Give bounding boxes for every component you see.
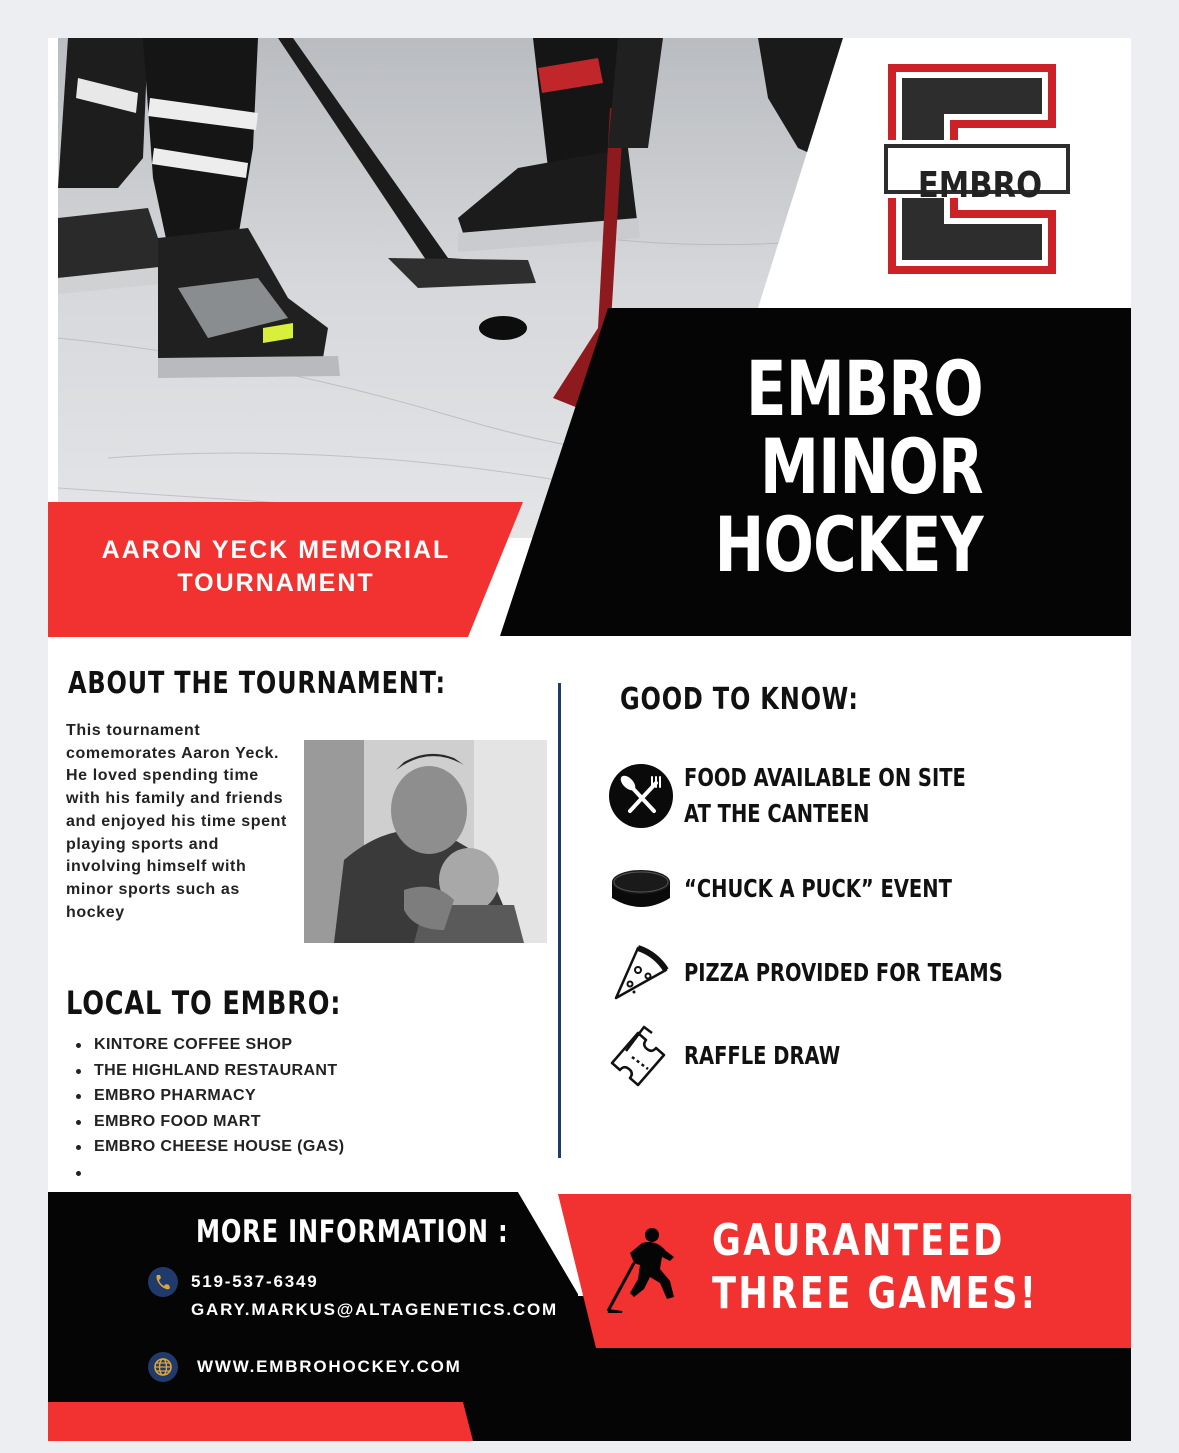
pizza-line-1: PIZZA PROVIDED FOR TEAMS — [684, 958, 1003, 987]
globe-icon — [148, 1352, 178, 1382]
title-line-2: MINOR — [760, 422, 983, 511]
tournament-name — [56, 534, 496, 600]
more-info-heading: MORE INFORMATION : — [196, 1214, 509, 1250]
list-item: EMBRO PHARMACY — [74, 1083, 345, 1109]
food-line-2: AT THE CANTEEN — [684, 799, 870, 828]
good-to-know-item-puck — [608, 856, 1027, 922]
good-to-know-label — [684, 871, 952, 907]
logo-text: EMBRO — [917, 165, 1043, 206]
embro-logo — [878, 58, 1078, 280]
list-item: THE HIGHLAND RESTAURANT — [74, 1058, 345, 1084]
main-title — [714, 344, 983, 589]
puck-icon — [608, 856, 674, 922]
tournament-name-line-2: TOURNAMENT — [177, 569, 375, 597]
pizza-icon — [608, 940, 674, 1006]
hockey-player-icon — [604, 1223, 694, 1313]
website-row — [148, 1352, 462, 1382]
about-heading: ABOUT THE TOURNAMENT: — [68, 666, 446, 701]
list-item: EMBRO CHEESE HOUSE (GAS) — [74, 1134, 345, 1160]
local-heading: LOCAL TO EMBRO: — [66, 984, 342, 1022]
about-text: This tournament comemorates Aaron Yeck. He loved spending time with his family and friends and enjoyed his time spent playing sports and involving himself with minor sports such as hockey — [66, 722, 287, 921]
local-business-list — [74, 1032, 345, 1185]
guarantee-line-2: THREE GAMES! — [712, 1268, 1039, 1319]
cutlery-icon — [608, 763, 674, 829]
list-item — [74, 1160, 345, 1186]
guarantee-text — [712, 1214, 1038, 1320]
list-item: EMBRO FOOD MART — [74, 1109, 345, 1135]
column-divider — [558, 683, 561, 1158]
good-to-know-label — [684, 760, 966, 832]
tournament-name-line-1: AARON YECK MEMORIAL — [101, 536, 451, 564]
phone-row — [148, 1267, 318, 1297]
good-to-know-heading: GOOD TO KNOW: — [620, 682, 859, 717]
good-to-know-item-food — [608, 760, 1045, 832]
website-url[interactable]: WWW.EMBROHOCKEY.COM — [197, 1357, 462, 1376]
memorial-portrait — [304, 740, 547, 943]
list-item: KINTORE COFFEE SHOP — [74, 1032, 345, 1058]
good-to-know-item-pizza — [608, 940, 1093, 1006]
title-line-1: EMBRO — [746, 344, 983, 433]
email-address[interactable]: GARY.MARKUS@ALTAGENETICS.COM — [191, 1300, 558, 1319]
ticket-icon — [608, 1023, 674, 1089]
phone-number[interactable]: 519-537-6349 — [191, 1272, 319, 1291]
title-line-3: HOCKEY — [714, 500, 983, 589]
guarantee-line-1: GAURANTEED — [712, 1215, 1005, 1266]
phone-icon — [148, 1267, 178, 1297]
flyer-page — [48, 38, 1131, 1441]
puck-line-1: “CHUCK A PUCK” EVENT — [684, 874, 952, 903]
good-to-know-label — [684, 955, 1003, 991]
good-to-know-label — [684, 1038, 840, 1074]
good-to-know-item-raffle — [608, 1023, 884, 1089]
raffle-line-1: RAFFLE DRAW — [684, 1041, 841, 1070]
food-line-1: FOOD AVAILABLE ON SITE — [684, 763, 966, 792]
